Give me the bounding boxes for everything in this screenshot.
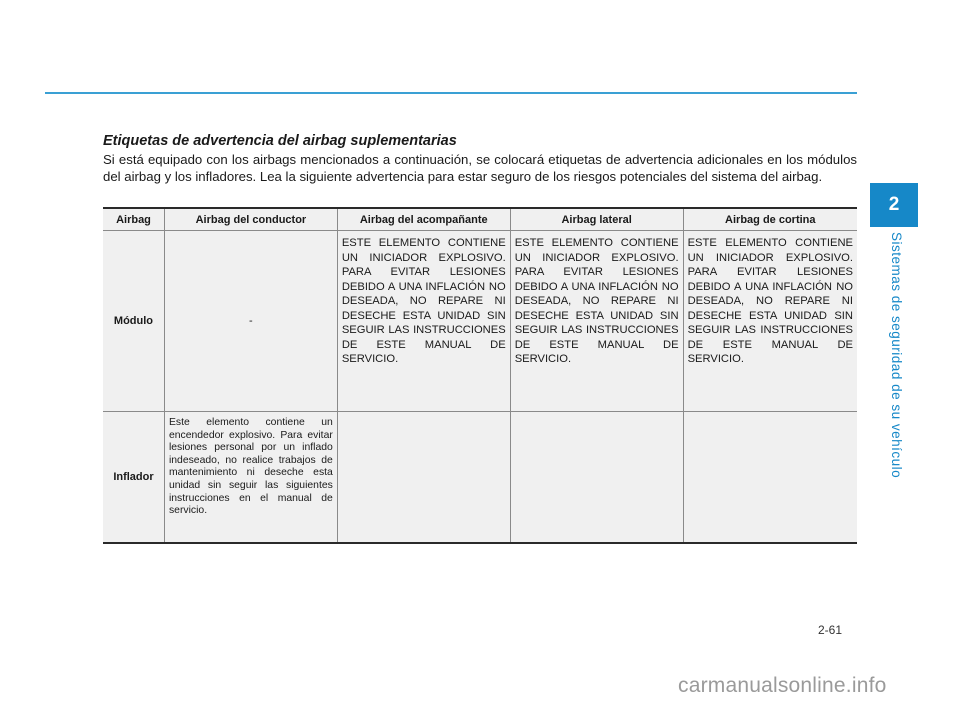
- row-label-inflator: Inflador: [103, 412, 164, 544]
- watermark: carmanualsonline.info: [678, 674, 887, 697]
- cell-module-side: [510, 231, 683, 412]
- intro-paragraph: Si está equipado con los airbags mencionados a continuación, se colocará etiquetas de advertencia adicionales en los módulos del airbag y los infladores. Lea la siguiente advertencia para estar seguro de los riesgos potenciales del sistema del airbag.: [103, 152, 857, 184]
- chapter-title: Sistemas de seguridad de su vehículo: [889, 232, 904, 479]
- table-header-row: [103, 208, 857, 231]
- cell-module-curtain: [683, 231, 857, 412]
- cell-module-driver: -: [164, 231, 337, 412]
- page-number: 2-61: [818, 623, 843, 637]
- header-passenger-airbag: Airbag del acompañante: [337, 208, 510, 231]
- table-row-inflator: [103, 412, 857, 544]
- warning-text: ESTE ELEMENTO CONTIENE UN INICIADOR EXPLOSIVO. PARA EVITAR LESIONES DEBIDO A UNA INFLACIÓN NO DESEADA, NO REPARE NI DESECHE ESTA UNIDAD SIN SEGUIR LAS INSTRUCCIONES DE ESTE MANUAL DE SERVICIO.: [687, 237, 853, 365]
- cell-inflator-curtain: [683, 412, 857, 544]
- chapter-number-tab: 2: [870, 183, 918, 227]
- header-driver-airbag: Airbag del conductor: [164, 208, 337, 231]
- cell-inflator-driver: [164, 412, 337, 544]
- cell-inflator-passenger: [337, 412, 510, 544]
- top-rule: [45, 92, 857, 94]
- airbag-label-table: [103, 207, 857, 544]
- header-side-airbag: Airbag lateral: [510, 208, 683, 231]
- warning-text: Este elemento contiene un encendedor explosivo. Para evitar lesiones personal por un inflado indeseado, no realice trabajos de mantenimiento ni deseche esta unidad sin seguir las siguientes instrucciones en el manual de servicio.: [168, 417, 333, 517]
- cell-module-passenger: [337, 231, 510, 412]
- header-airbag: Airbag: [103, 208, 164, 231]
- row-label-module: Módulo: [103, 231, 164, 412]
- warning-text: ESTE ELEMENTO CONTIENE UN INICIADOR EXPLOSIVO. PARA EVITAR LESIONES DEBIDO A UNA INFLACIÓN NO DESEADA, NO REPARE NI DESECHE ESTA UNIDAD SIN SEGUIR LAS INSTRUCCIONES DE ESTE MANUAL DE SERVICIO.: [514, 237, 679, 365]
- table-row-module: [103, 231, 857, 412]
- warning-text: ESTE ELEMENTO CONTIENE UN INICIADOR EXPLOSIVO. PARA EVITAR LESIONES DEBIDO A UNA INFLACIÓN NO DESEADA, NO REPARE NI DESECHE ESTA UNIDAD SIN SEGUIR LAS INSTRUCCIONES DE ESTE MANUAL DE SERVICIO.: [341, 237, 506, 365]
- header-curtain-airbag: Airbag de cortina: [683, 208, 857, 231]
- cell-inflator-side: [510, 412, 683, 544]
- section-title: Etiquetas de advertencia del airbag suplementarias: [103, 133, 457, 149]
